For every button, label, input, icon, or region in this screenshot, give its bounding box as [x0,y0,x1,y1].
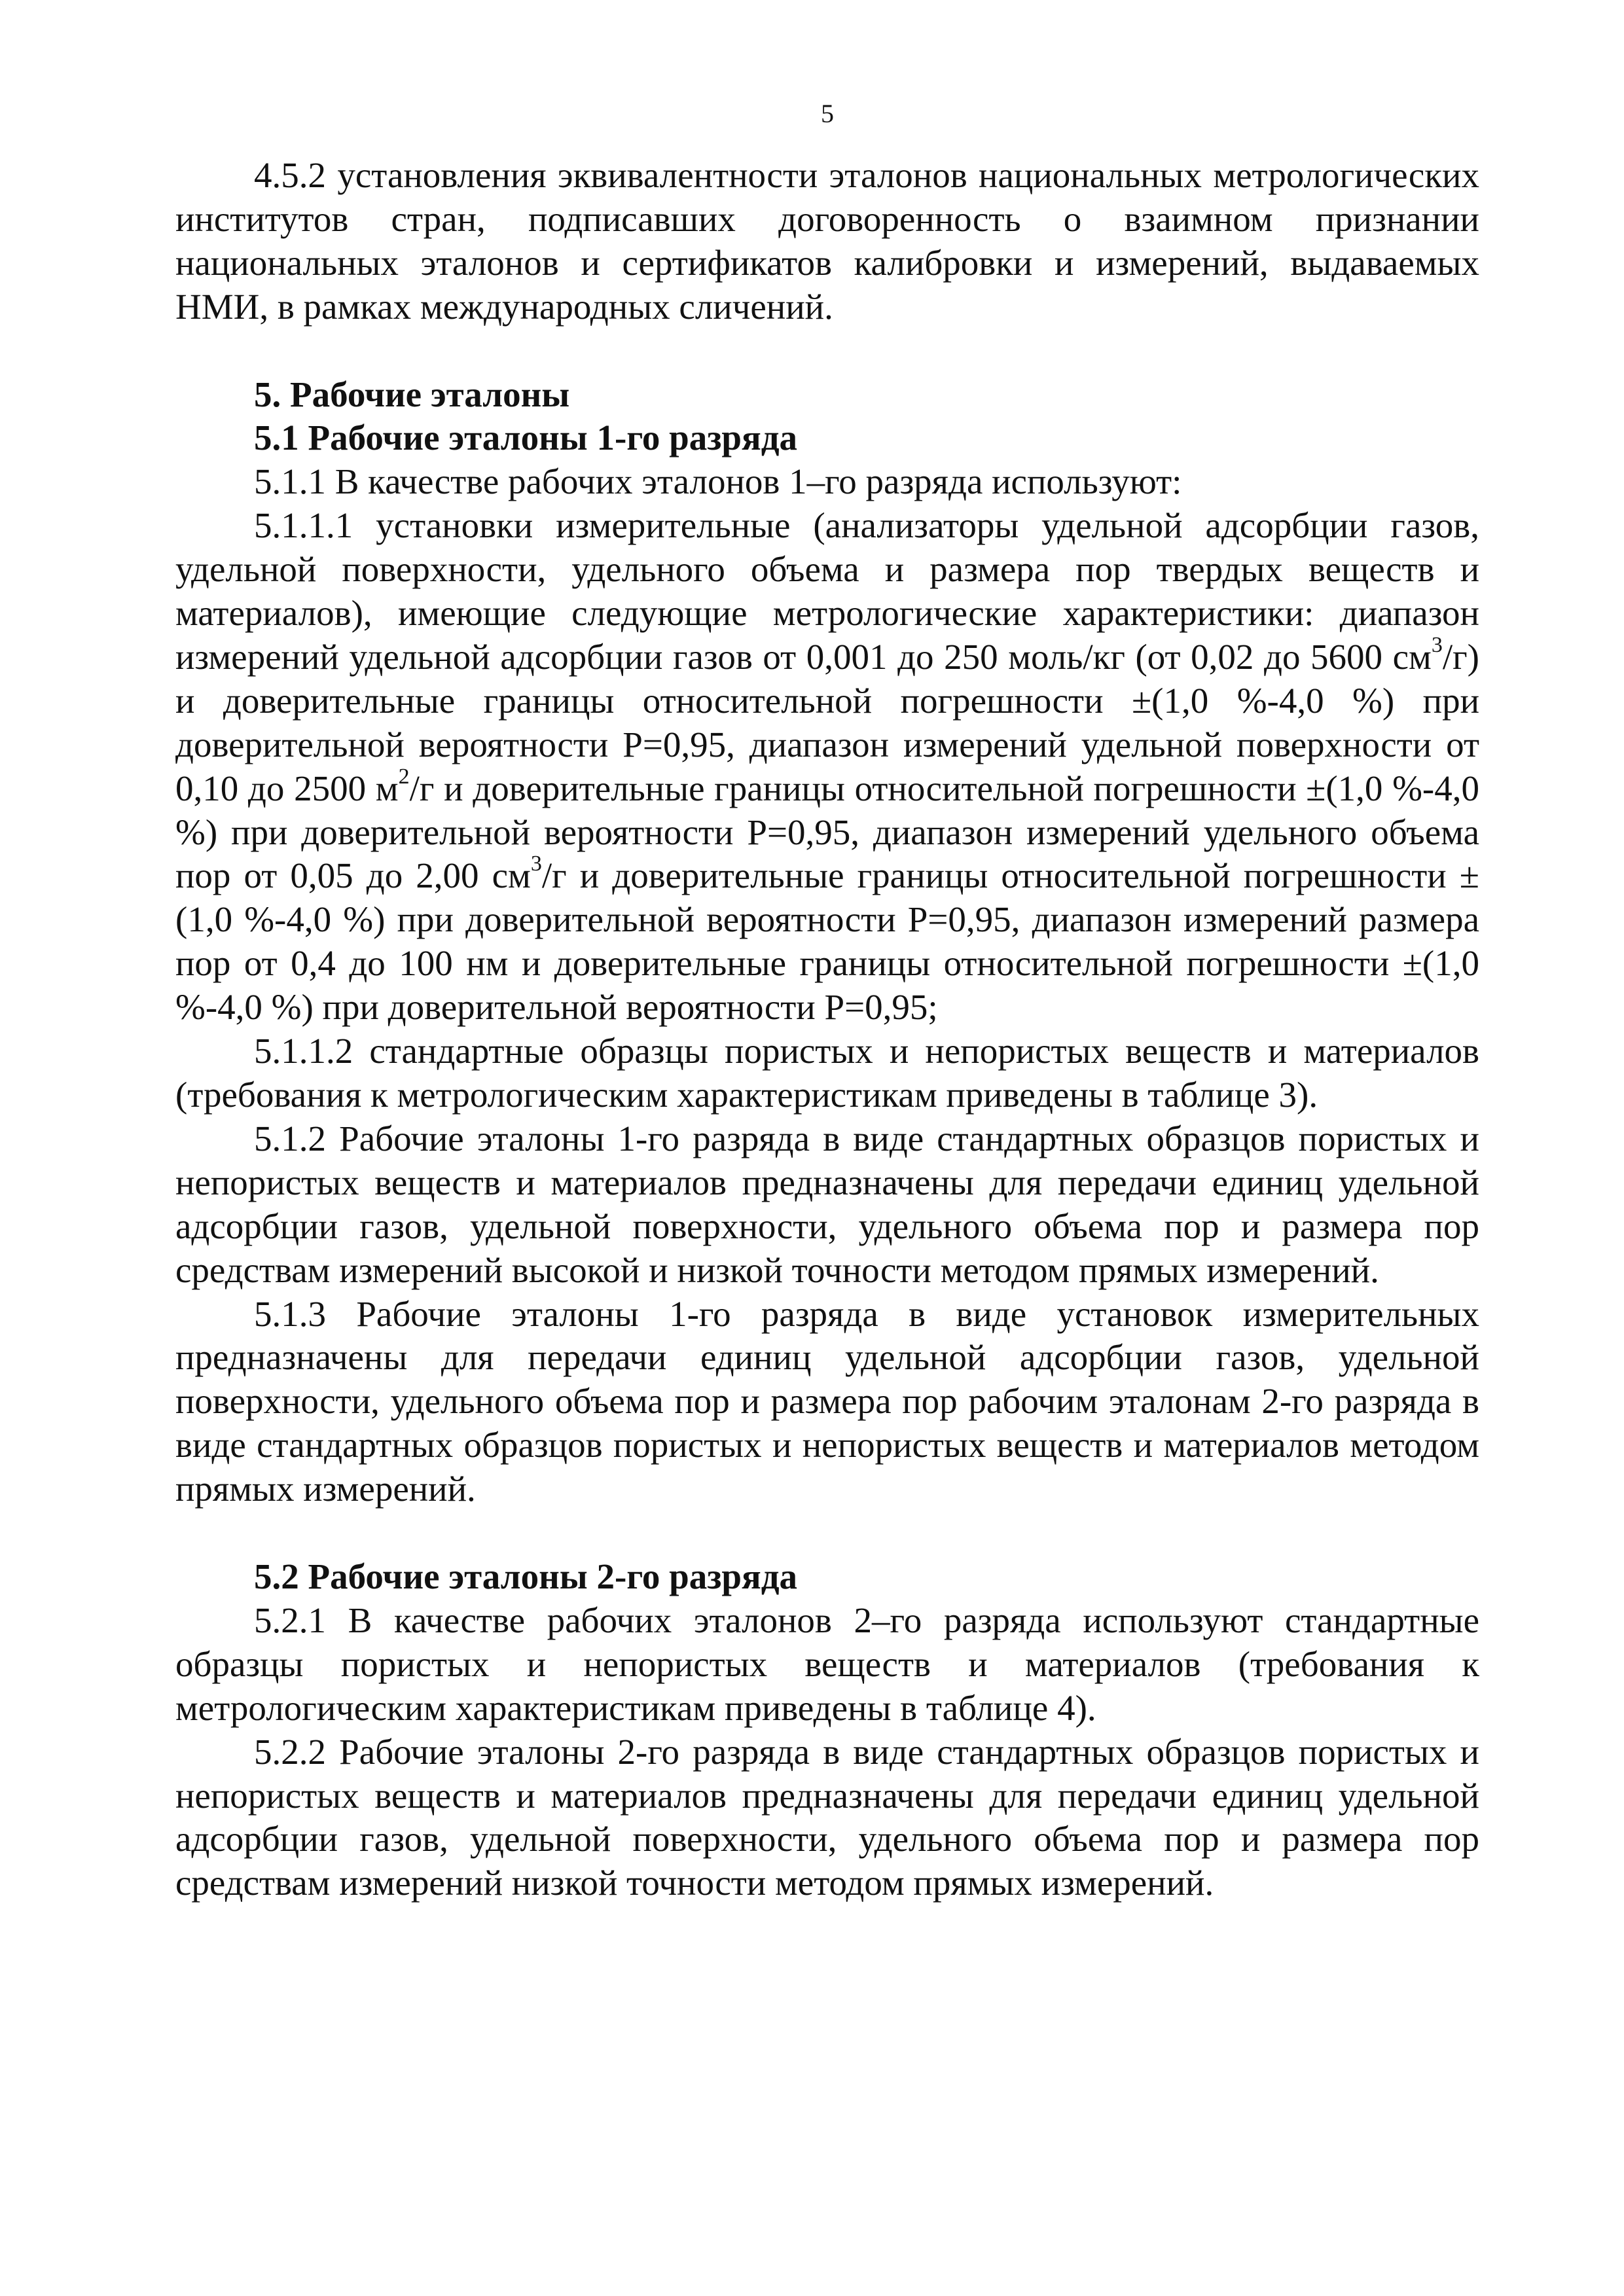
spacer [175,329,1479,373]
paragraph-5-2-1: 5.2.1 В качестве рабочих эталонов 2–го разряда используют стандартные образцы пористых и непористых веществ и материалов (требования к метрологическим характеристикам приведены в таблице 4). [175,1600,1479,1728]
section-5-heading: 5. Рабочие эталоны [254,374,570,414]
paragraph-5-1-1-1-part3: /г и доверительные границы относительной погрешности ±(1,0 %-4,0 %) при доверительной вероятности Р=0,95, диапазон измерений удельного объема пор от 0,05 до 2,00 см [175,768,1479,896]
section-5-1-heading: 5.1 Рабочие эталоны 1-го разряда [254,418,798,458]
paragraph-5-1-1-2: 5.1.1.2 стандартные образцы пористых и непористых веществ и материалов (требования к метрологическим характеристикам приведены в таблице 3). [175,1031,1479,1115]
document-page [175,0,1479,2296]
paragraph-5-1-1-1-part2: /г) и доверительные границы относительной погрешности ±(1,0 %-4,0 %) при доверительной вероятности Р=0,95, диапазон измерений удельной поверхности от 0,10 до 2500 м [175,636,1479,808]
superscript-cm3-second: 3 [530,852,542,876]
paragraph-5-1-1-1-part1: 5.1.1.1 установки измерительные (анализаторы удельной адсорбции газов, удельной поверхности, удельного объема и размера пор твердых веществ и материалов), имеющие следующие метрологические характеристики: диапазон измерений удельной адсорбции газов от 0,001 до 250 моль/кг (от 0,02 до 5600 см [175,505,1479,677]
section-5-2-heading: 5.2 Рабочие эталоны 2-го разряда [254,1556,798,1596]
paragraph-5-1-1-1 [175,504,1479,1030]
paragraph-5-2-2: 5.2.2 Рабочие эталоны 2-го разряда в виде стандартных образцов пористых и непористых веществ и материалов предназначены для передачи единиц удельной адсорбции газов, удельной поверхности, удельного объема пор и размера пор средствам измерений низкой точности методом прямых измерений. [175,1731,1479,1903]
paragraph-5-1-2: 5.1.2 Рабочие эталоны 1-го разряда в виде стандартных образцов пористых и непористых веществ и материалов предназначены для передачи единиц удельной адсорбции газов, удельной поверхности, удельного объема пор и размера пор средствам измерений высокой и низкой точности методом прямых измерений. [175,1118,1479,1290]
document-body [175,154,1479,1905]
paragraph-4-5-2: 4.5.2 установления эквивалентности эталонов национальных метрологических институтов стран, подписавших договоренность о взаимном признании национальных эталонов и сертификатов калибровки и измерений, выдаваемых НМИ, в рамках международных сличений. [175,155,1479,327]
superscript-m2: 2 [398,764,410,789]
superscript-cm3-first: 3 [1431,632,1443,657]
page-number: 5 [821,99,834,128]
paragraph-5-1-1: 5.1.1 В качестве рабочих эталонов 1–го разряда используют: [254,461,1182,502]
paragraph-5-1-1-1-part4: /г и доверительные границы относительной погрешности ±(1,0 %-4,0 %) при доверительной вероятности Р=0,95, диапазон измерений размера пор от 0,4 до 100 нм и доверительные границы относительной погрешности ±(1,0 %-4,0 %) при доверительной вероятности Р=0,95; [175,855,1479,1028]
paragraph-5-1-3: 5.1.3 Рабочие эталоны 1-го разряда в виде установок измерительных предназначены для передачи единиц удельной адсорбции газов, удельной поверхности, удельного объема пор и размера пор рабочим эталонам 2-го разряда в виде стандартных образцов пористых и непористых веществ и материалов методом прямых измерений. [175,1293,1479,1509]
spacer [175,1511,1479,1555]
